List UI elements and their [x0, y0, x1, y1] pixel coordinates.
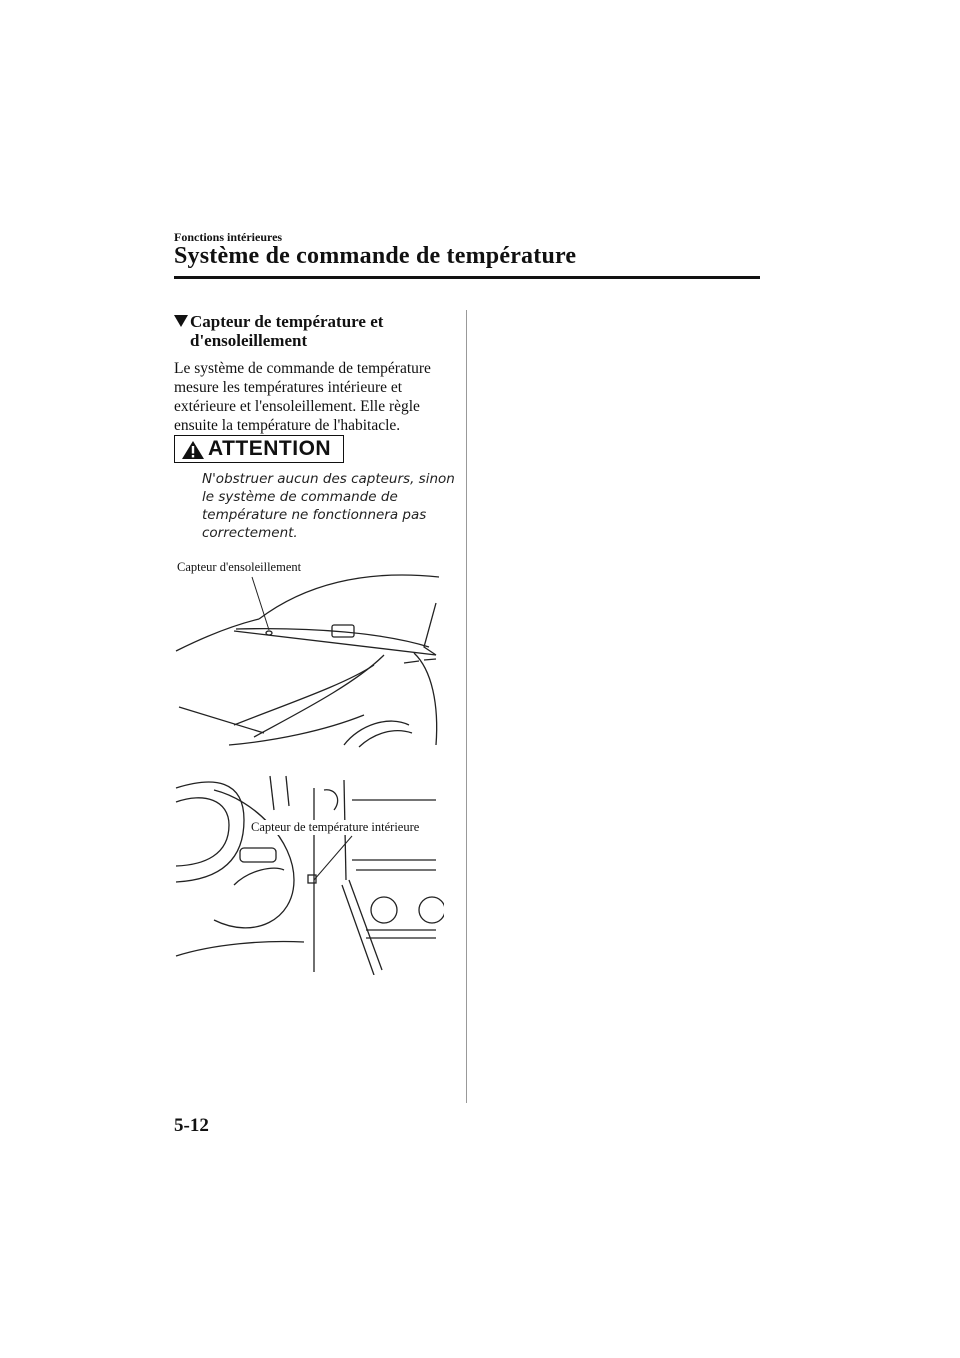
attention-label: ATTENTION [208, 437, 332, 460]
sunlight-sensor-callout: Capteur d'ensoleillement [177, 560, 302, 574]
body-paragraph: Le système de commande de température mesure les températures intérieure et extérieure et l'ensoleillement. Elle règle ensuite la température de l'habitacle. [174, 360, 431, 434]
page-number: 5-12 [174, 1115, 209, 1136]
section-label: Fonctions intérieures [174, 230, 283, 244]
warning-icon [181, 440, 205, 460]
column-divider [466, 310, 467, 1103]
callout-leader-lines [174, 555, 444, 995]
title-rule [174, 276, 760, 279]
interior-sensor-callout: Capteur de température intérieure [251, 820, 420, 834]
triangle-bullet-icon [174, 315, 188, 327]
subheading [174, 312, 444, 350]
attention-text: N'obstruer aucun des capteurs, sinon le système de commande de température ne fonctionnera pas correctement. [202, 471, 455, 541]
page-title: Système de commande de température [174, 243, 577, 269]
attention-box [174, 435, 344, 463]
subheading-text: Capteur de température et d'ensoleillement [190, 312, 384, 350]
